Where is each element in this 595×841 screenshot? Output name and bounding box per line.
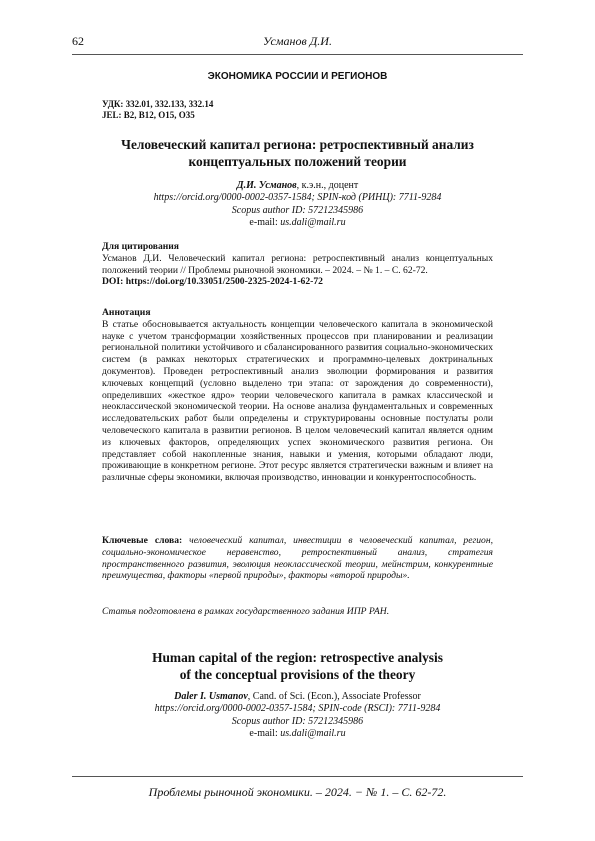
udc-code: УДК: 332.01, 332.133, 332.14: [102, 99, 214, 109]
email-line-ru: [72, 217, 523, 229]
article-title-ru: [72, 136, 523, 170]
author-line-ru: [72, 180, 523, 192]
scopus-line-en: Scopus author ID: 57212345986: [231, 715, 364, 727]
section-title: ЭКОНОМИКА РОССИИ И РЕГИОНОВ: [207, 71, 388, 82]
email-link-en[interactable]: us.dali@mail.ru: [280, 727, 346, 739]
citation-text: Усманов Д.И. Человеческий капитал региона: ретроспективный анализ концептуальных положений теории // Проблемы рыночной экономики. – 2024. – № 1. – С. 62-72.: [102, 252, 493, 276]
author-block-en: [72, 691, 523, 740]
running-header: [72, 34, 523, 50]
orcid-line-ru: https://orcid.org/0000-0002-0357-1584; SPIN-код (РИНЦ): 7711-9284: [153, 192, 442, 204]
keywords-text: человеческий капитал, инвестиции в человеческий капитал, регион, социально-экономическое неравенство, ретроспективный анализ, стратегия пространственного развития, эволюция неоклассической теории, мейнстрим, конкурентные преимущества, факторы «первой природы», факторы «второй природы».: [102, 535, 493, 582]
keywords-label: Ключевые слова:: [102, 535, 183, 546]
jel-code: JEL: B2, B12, O15, O35: [102, 110, 195, 120]
abstract-label: Аннотация: [102, 307, 151, 318]
doi-link[interactable]: DOI: https://doi.org/10.33051/2500-2325-2024-1-62-72: [102, 276, 323, 288]
title-en-line2: of the conceptual provisions of the theory: [179, 667, 416, 682]
abstract-text: В статье обосновывается актуальность концепции человеческого капитала в экономической науке с учетом трансформации хозяйственных процессов при планировании и реализации региональной политики устойчивого и сбалансированного развития социально-экономических систем (в рамках некоторых стратегических и программно-целевых доктринальных документов). Проведен ретроспективный анализ эволюции формирования и развития ключевых концепций (условно выделено три этапа: от зарождения до современности), определивших «жесткое ядро» теории человеческого капитала в рамках классической и неоклассической экономической теории. На основе анализа фундаментальных и современных исследовательских работ были определены и структурированы основные постулаты роли человеческого капитала в развитии регионов. В целом человеческий капитал является одним из ключевых факторов, определяющих успех экономического развития региона. Он представляет собой накопленные знания, навыки и умения, которыми обладают люди, проживающие в конкретном регионе. Этот ресурс является стратегически важным и влияет на различные сферы экономики, включая производство, инновации и конкурентоспособность.: [102, 318, 493, 484]
author-block-ru: [72, 180, 523, 229]
email-label-ru: e-mail:: [249, 216, 281, 228]
author-degree-en: , Cand. of Sci. (Econ.), Associate Professor: [247, 691, 421, 702]
footer-rule: [72, 776, 523, 777]
page-number: 62: [72, 34, 84, 48]
author-name-en: Daler I. Usmanov: [174, 691, 248, 702]
author-degree-ru: , к.э.н., доцент: [296, 180, 359, 191]
orcid-line-en: https://orcid.org/0000-0002-0357-1584; SPIN-code (RSCI): 7711-9284: [154, 703, 441, 715]
title-ru-line2: концептуальных положений теории: [188, 154, 407, 169]
scopus-line-ru: Scopus author ID: 57212345986: [231, 204, 364, 216]
email-link-ru[interactable]: us.dali@mail.ru: [280, 216, 346, 228]
citation-label: Для цитирования: [102, 241, 179, 252]
citation-block: [102, 241, 493, 288]
funding-note: Статья подготовлена в рамках государственного задания ИПР РАН.: [102, 606, 390, 617]
author-name-ru: Д.И. Усманов: [236, 180, 297, 191]
email-label-en: e-mail:: [249, 727, 281, 739]
author-line-en: [72, 691, 523, 703]
header-rule: [72, 54, 523, 55]
journal-footer: Проблемы рыночной экономики. – 2024. − № 1. – С. 62-72.: [148, 785, 447, 799]
title-ru-line1: Человеческий капитал региона: ретроспективный анализ: [121, 137, 474, 152]
classification-codes: [102, 99, 213, 121]
title-en-line1: Human capital of the region: retrospective analysis: [152, 650, 443, 665]
email-line-en: [72, 728, 523, 740]
running-author: Усманов Д.И.: [263, 34, 332, 48]
article-title-en: [72, 649, 523, 683]
keywords-block: [102, 535, 493, 582]
abstract-block: [102, 307, 493, 484]
